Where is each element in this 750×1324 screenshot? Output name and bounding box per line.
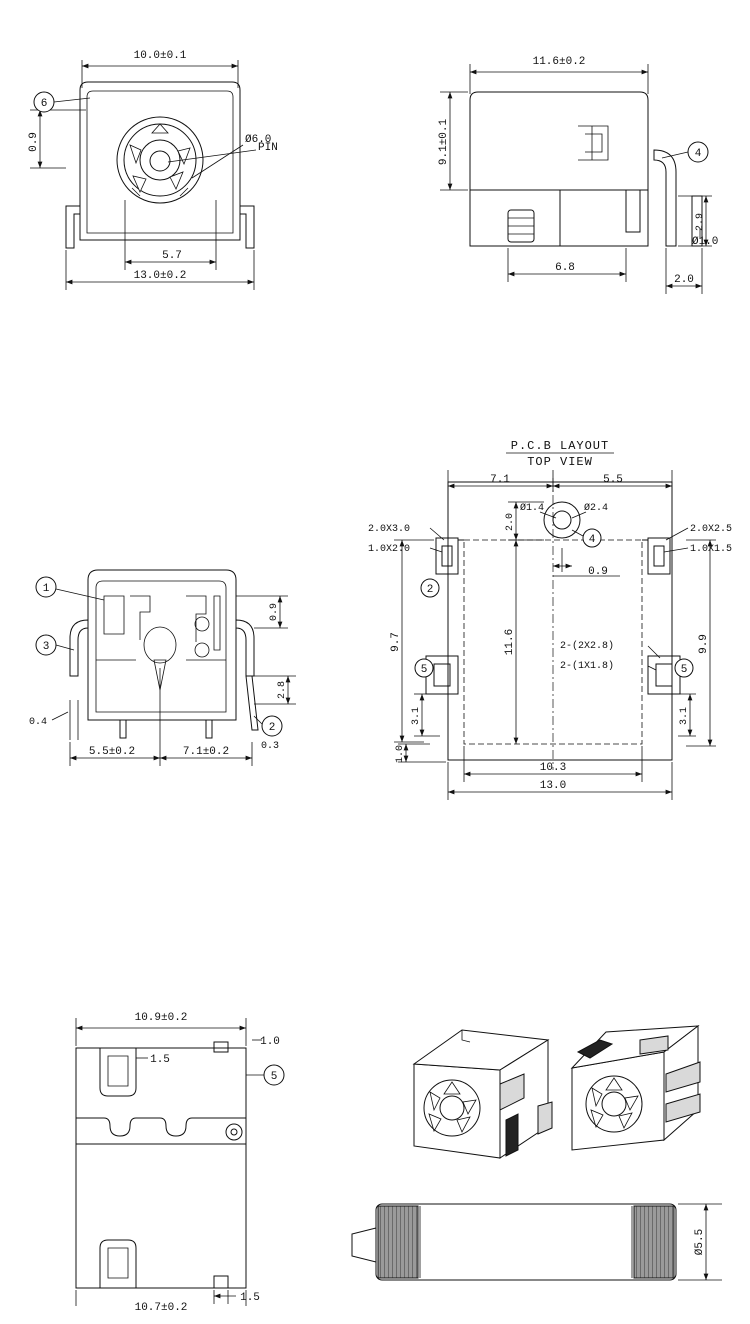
dim-pcb-outer-width: 13.0 [539, 780, 567, 792]
dim-pcb-right-span: 5.5 [603, 474, 623, 486]
svg-text:2: 2 [426, 584, 434, 596]
svg-text:6: 6 [40, 98, 48, 110]
pcb-title-line1: P.C.B LAYOUT [510, 439, 610, 453]
view-side [438, 56, 718, 294]
dim-pcb-bottom-margin: 1.0 [395, 744, 406, 764]
dim-pcb-hole-small: Ø1.4 [519, 503, 545, 514]
label-barrel-diameter: Ø6.0 [245, 134, 272, 146]
dim-section-lead-thickness: 0.4 [28, 717, 48, 728]
dim-bottom-bottom-width: 10.7±0.2 [134, 1302, 188, 1314]
dim-bottom-tab-width: 1.5 [240, 1292, 260, 1304]
dim-side-pin-spacing: 6.8 [555, 262, 575, 274]
dim-pcb-left-span: 7.1 [490, 474, 510, 486]
svg-text:5: 5 [680, 664, 688, 676]
svg-text:5: 5 [420, 664, 428, 676]
dim-side-tail-height: 2.9 [695, 212, 706, 232]
dim-pcb-inner-width: 10.3 [539, 762, 567, 774]
label-pad-tl-outer: 2.0X3.0 [368, 524, 411, 535]
dim-pcb-hole-offset: 2.0 [505, 512, 516, 532]
dim-front-inner-width: 5.7 [162, 250, 182, 262]
pcb-title-line2: TOP VIEW [527, 455, 593, 469]
label-pad-tr-inner: 1.0X1.5 [690, 544, 733, 555]
dim-front-left-height: 0.9 [28, 132, 40, 152]
dim-pcb-right-height: 9.9 [698, 634, 710, 654]
label-pad-tl-inner: 1.0X2.0 [368, 544, 411, 555]
dim-section-top-step: 0.9 [269, 602, 280, 622]
dim-front-top-width: 10.0±0.1 [133, 50, 187, 62]
dim-section-bottom-step: 2.8 [277, 680, 288, 700]
dim-plug-diameter: Ø5.5 [694, 1228, 706, 1256]
view-pcb-layout [368, 439, 732, 800]
dim-pcb-center-offset: 0.9 [588, 566, 608, 578]
dim-pcb-pad-gap-right: 3.1 [679, 706, 690, 726]
dim-bottom-top-width: 10.9±0.2 [134, 1012, 188, 1024]
dim-pcb-body-height: 11.6 [504, 628, 516, 656]
photo-isometric-left [414, 1030, 552, 1158]
photo-isometric-right [572, 1026, 700, 1150]
svg-text:5: 5 [270, 1071, 278, 1083]
dim-section-tail-thickness: 0.3 [260, 741, 280, 752]
dim-side-body-height: 9.1±0.1 [438, 118, 450, 166]
dim-pcb-hole-big: Ø2.4 [583, 503, 609, 514]
dim-section-right-span: 7.1±0.2 [182, 746, 230, 758]
view-front [28, 50, 278, 290]
dim-pcb-pad-gap-left: 3.1 [411, 706, 422, 726]
svg-text:1: 1 [42, 583, 50, 595]
label-pad-bottom-small: 2-(1X1.8) [560, 661, 615, 672]
dim-side-tail-width: 2.0 [674, 274, 694, 286]
dim-bottom-right-tab: 1.0 [260, 1036, 280, 1048]
view-section [29, 570, 296, 766]
dim-bottom-boss-width: 1.5 [150, 1054, 170, 1066]
photo-plug-cable [352, 1204, 722, 1280]
dim-side-pin-dia: Ø1.0 [692, 236, 719, 248]
svg-text:3: 3 [42, 641, 50, 653]
label-pad-bottom-big: 2-(2X2.8) [560, 641, 615, 652]
view-bottom [76, 1012, 284, 1314]
label-pin: PIN [258, 142, 278, 154]
svg-text:2: 2 [268, 722, 276, 734]
view-photos [352, 1026, 722, 1280]
svg-text:4: 4 [694, 148, 702, 160]
dim-pcb-left-height: 9.7 [390, 632, 402, 652]
label-pad-tr-outer: 2.0X2.5 [690, 524, 733, 535]
svg-text:4: 4 [588, 534, 596, 546]
dim-section-left-span: 5.5±0.2 [88, 746, 136, 758]
dim-side-overall-length: 11.6±0.2 [532, 56, 586, 68]
dim-front-bottom-width: 13.0±0.2 [133, 270, 187, 282]
